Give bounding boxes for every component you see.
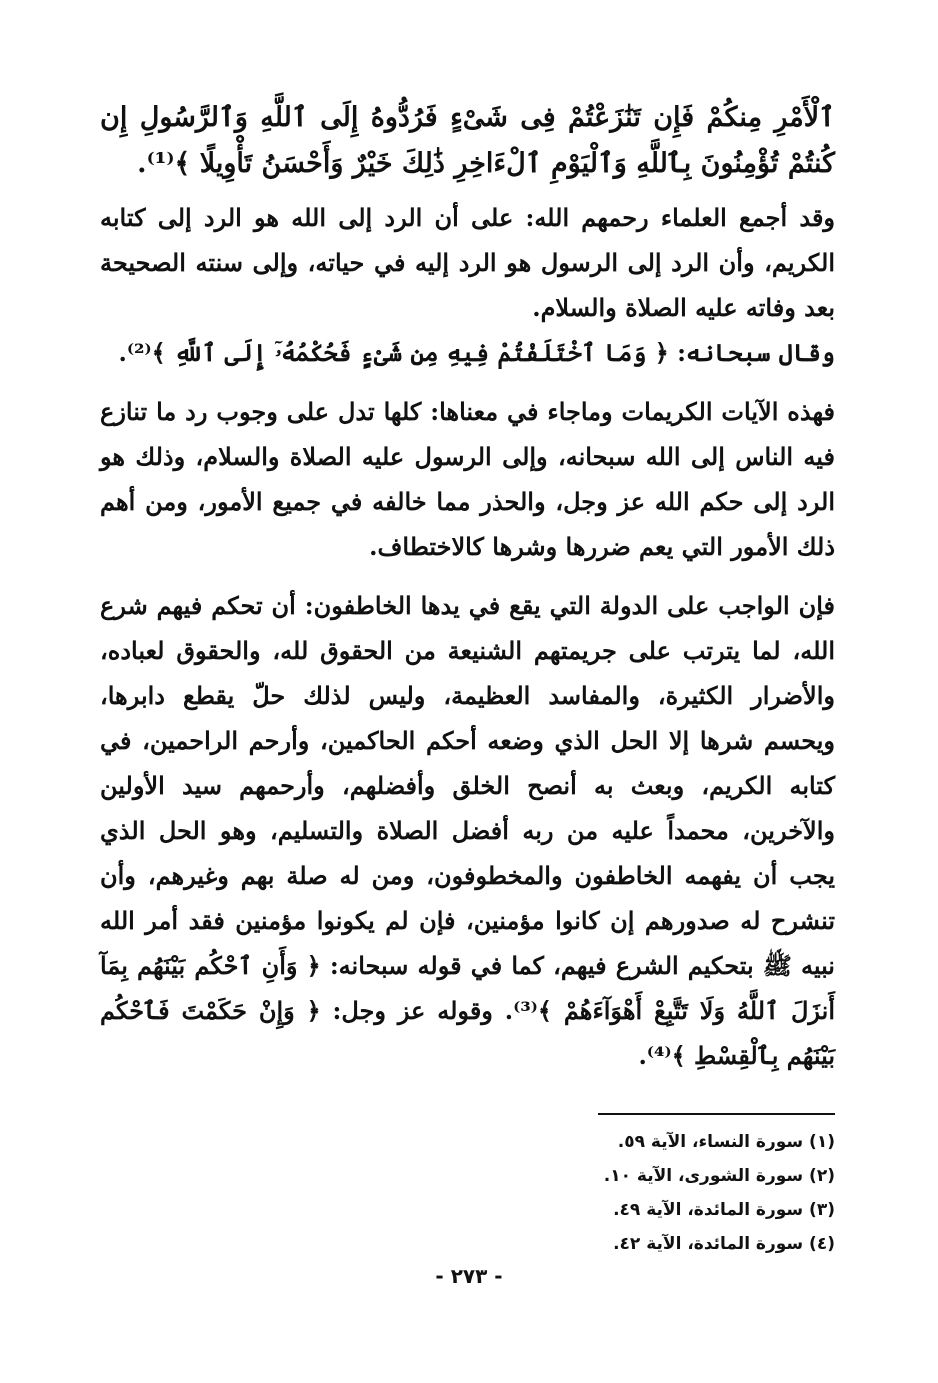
quran-verse-continuation: ٱلْأَمْرِ مِنكُمْ فَإِن تَنَٰزَعْتُمْ فِى شَىْءٍ فَرُدُّوهُ إِلَى ٱللَّهِ وَٱلرَّسُولِ إِن كُنتُمْ تُؤْمِنُونَ بِٱللَّهِ وَٱلْيَوْمِ ٱلْءَاخِرِ ذَٰلِكَ خَيْرٌ وَأَحْسَنُ تَأْوِيلًا ﴾⁽¹⁾. (100, 102, 835, 179)
paragraph-quran-quote: وقال سبحانه: ﴿ وَمَا ٱخْتَلَفْتُمْ فِيهِ مِن شَىْءٍ فَحُكْمُهُۥٓ إِلَى ٱللَّهِ ﴾⁽²⁾. (118, 338, 835, 367)
paragraph-scholars-consensus: وقد أجمع العلماء رحمهم الله: على أن الرد إلى الله هو الرد إلى كتابه الكريم، وأن الرد إلى الرسول هو الرد إليه في حياته، وإلى سنته الصحيحة بعد وفاته عليه الصلاة والسلام. (100, 203, 836, 322)
paragraph-state-duty: فإن الواجب على الدولة التي يقع في يدها الخاطفون: أن تحكم فيهم شرع الله، لما يترتب على جريمتهم الشنيعة من الحقوق لله، والحقوق لعباده، والأضرار الكثيرة، والمفاسد العظيمة، وليس لذلك حلّ يقطع دابرها، ويحسم شرها إلا الحل الذي وضعه أحكم الحاكمين، وأرحم الراحمين، في كتابه الكريم، وبعث به أنصح الخلق وأفضلهم، وأرحمهم سيد الأولين والآخرين، محمداً عليه من ربه أفضل الصلاة والتسليم، وهو الحل الذي يجب أن يفهمه الخاطفون والمخطوفون، ومن له صلة بهم وغيرهم، وأن تنشرح له صدورهم إن كانوا مؤمنين، فإن لم يكونوا مؤمنين فقد أمر الله نبيه ﷺ بتحكيم الشرع فيهم، كما في قوله سبحانه: ﴿ وَأَنِ ٱحْكُم بَيْنَهُم بِمَآ أَنزَلَ ٱللَّهُ وَلَا تَتَّبِعْ أَهْوَآءَهُمْ ﴾⁽³⁾. وقوله عز وجل: ﴿ وَإِنْ حَكَمْتَ فَٱحْكُم بَيْنَهُم بِٱلْقِسْطِ ﴾⁽⁴⁾. (100, 591, 835, 1070)
footnotes-list (420, 1125, 835, 1261)
footnote-item: (١) سورة النساء، الآية ٥٩. (617, 1132, 835, 1152)
footnote-item: (٣) سورة المائدة، الآية ٤٩. (613, 1200, 835, 1220)
footnote-separator (598, 1113, 835, 1115)
footnote-item: (٤) سورة المائدة، الآية ٤٢. (613, 1234, 835, 1254)
footnote-item: (٢) سورة الشورى، الآية ١٠. (603, 1166, 835, 1186)
page-number: - ٢٧٣ - (435, 1264, 503, 1288)
page-body (100, 95, 835, 1078)
paragraph-verses-meaning: فهذه الآيات الكريمات وماجاء في معناها: كلها تدل على وجوب رد ما تنازع فيه الناس إلى الله سبحانه، وإلى الرسول عليه الصلاة والسلام، وذلك هو الرد إلى حكم الله عز وجل، والحذر مما خالفه في جميع الأمور، ومن أهم ذلك الأمور التي يعم ضررها وشرها كالاختطاف. (100, 397, 836, 561)
